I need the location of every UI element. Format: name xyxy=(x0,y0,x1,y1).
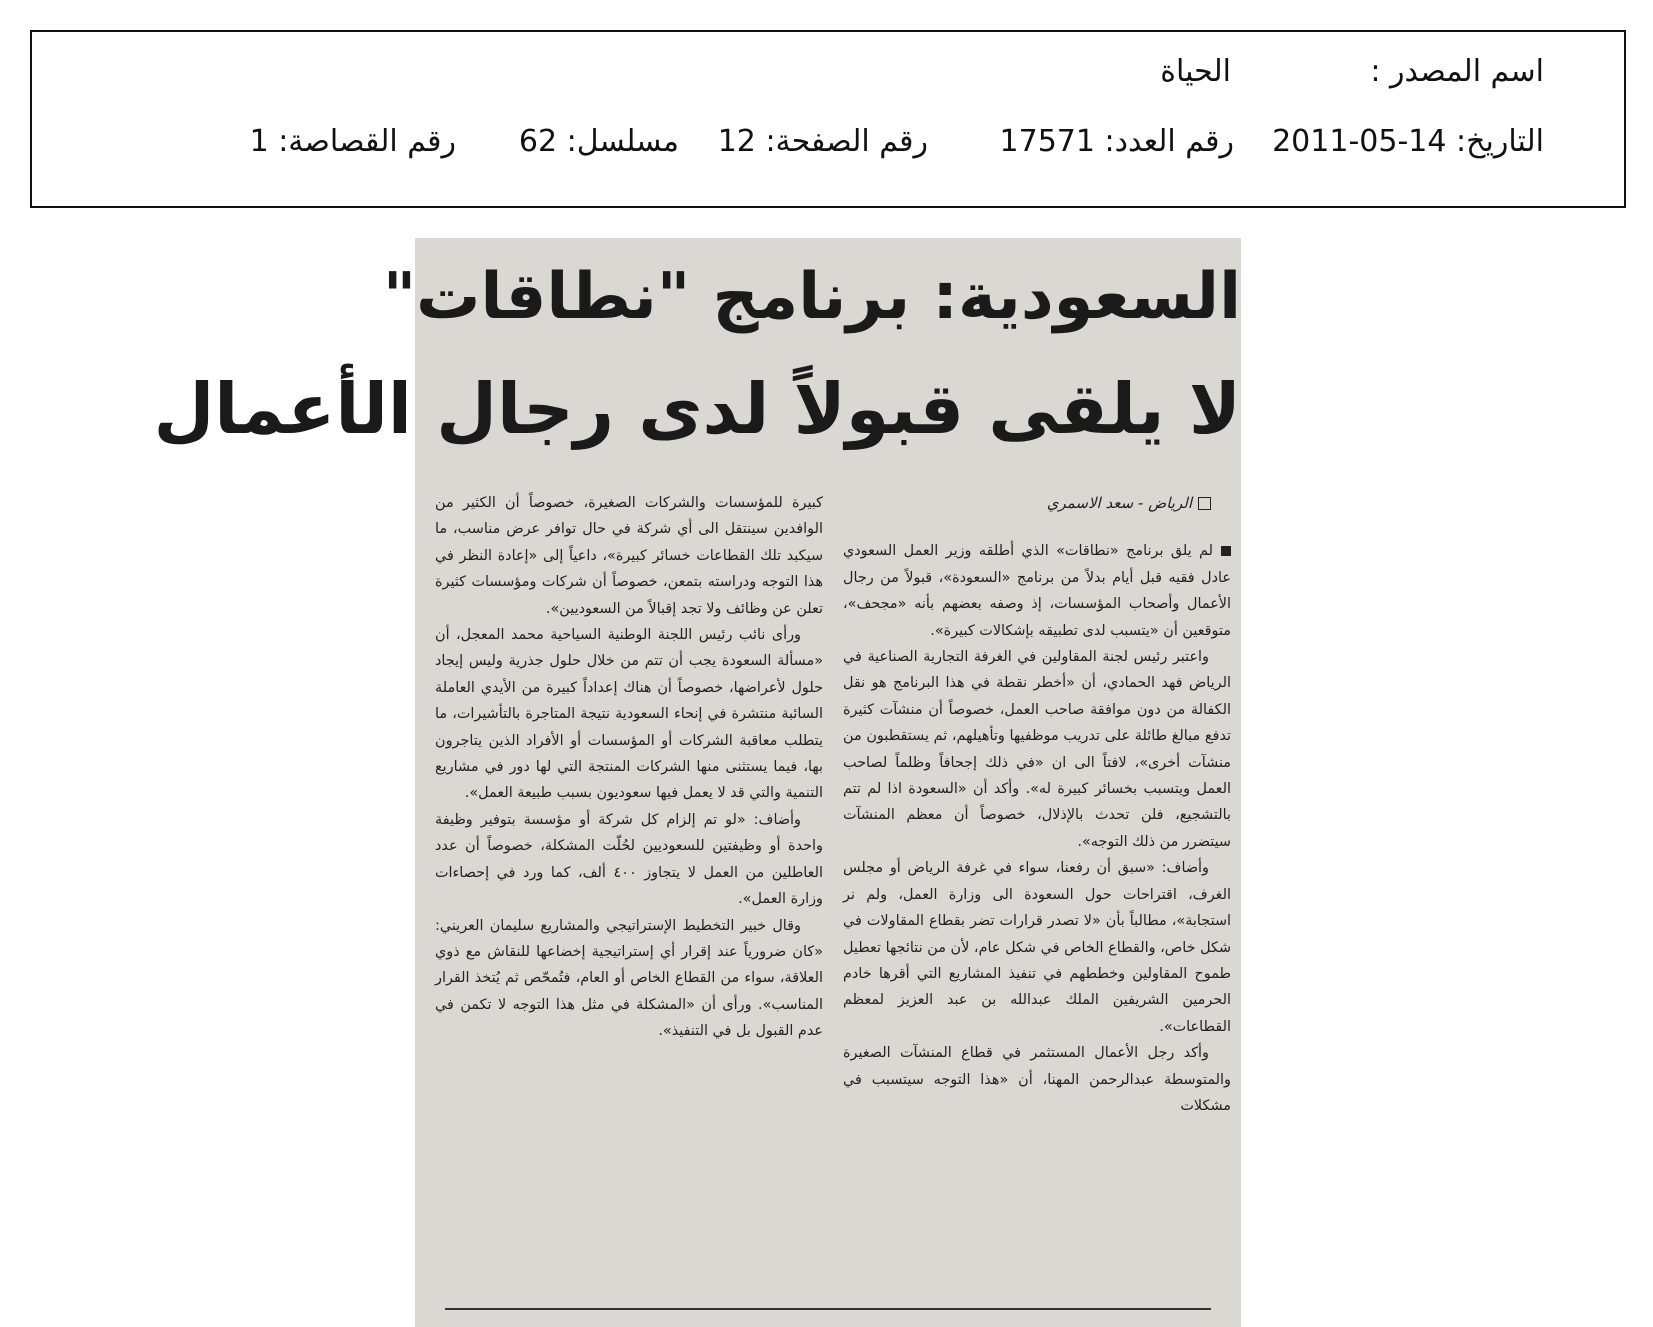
paragraph: وأضاف: «سبق أن رفعنا، سواء في غرفة الرياض أو مجلس الغرف، اقتراحات حول السعودة الى وزارة العمل، ولم نر استجابة»، مطالباً بأن «لا تصدر قرارات تضر بقطاع المقاولات في شكل خاص، والقطاع الخاص في شكل عام، لأن من نتائجها تعطيل طموح المقاولين وخططهم في تنفيذ المشاريع التي أقرها خادم الحرمين الشريفين الملك عبدالله بن عبد العزيز لمعظم القطاعات». xyxy=(843,860,1231,1035)
paragraph-text: لم يلق برنامج «نطاقات» الذي أطلقه وزير العمل السعودي عادل فقيه قبل أيام بدلاً من برنامج «السعودة»، قبولاً من رجال الأعمال وأصحاب المؤسسات، إذ وصفه بعضهم بأنه «مجحف»، متوقعين أن «يتسبب لدى تطبيقه بإشكالات كبيرة». xyxy=(843,543,1231,639)
paragraph: وقال خبير التخطيط الإستراتيجي والمشاريع سليمان العريني: «كان ضرورياً عند إقرار أي إستراتيجية إخضاعها للنقاش مع ذوي العلاقة، سواء من القطاع الخاص أو العام، فتُمحّص ثم يُتخذ القرار المناسب». ورأى أن «المشكلة في مثل هذا التوجه لا تكمن في عدم القبول بل في التنفيذ». xyxy=(435,917,823,1040)
article-column-right xyxy=(843,490,1231,1119)
paragraph: وأضاف: «لو تم إلزام كل شركة أو مؤسسة بتوفير وظيفة واحدة أو وظيفتين للسعوديين لحُلّت المشكلة، خصوصاً أن عدد العاطلين من العمل لا يتجاوز ٤٠٠ ألف، كما ورد في إحصاءات وزارة العمل». xyxy=(435,811,823,908)
article-column-left xyxy=(435,490,823,1045)
headline-line-2: لا يلقى قبولاً لدى رجال الأعمال xyxy=(153,368,1241,450)
page-number-field: رقم الصفحة: 12 xyxy=(717,124,928,159)
bottom-divider xyxy=(445,1308,1211,1310)
serial-field: مسلسل: 62 xyxy=(518,124,679,159)
newspaper-clipping xyxy=(153,238,1241,1327)
clip-number-field: رقم القصاصة: 1 xyxy=(249,124,456,159)
headline-line-1: السعودية: برنامج "نطاقات" xyxy=(382,260,1241,334)
source-label: اسم المصدر : xyxy=(1370,54,1544,89)
byline-text: الرياض - سعد الاسمري xyxy=(1046,494,1192,512)
paragraph: ورأى نائب رئيس اللجنة الوطنية السياحية محمد المعجل، أن «مسألة السعودة يجب أن تتم من خلال حلول جذرية وليس إيجاد حلول لأعراضها، خصوصاً أن هناك إعداداً كبيرة من الأيدي العاملة السائبة منتشرة في إنحاء السعودية نتيجة المتاجرة بالتأشيرات، ما يتطلب معاقبة الشركات أو المؤسسات أو الأفراد الذين يتاجرون بها، فيما يستثنى منها الشركات المنتجة التي لها دور في مشاريع التنمية والتي قد لا يعمل فيها سعوديون بسبب طبيعة العمل». xyxy=(435,627,823,802)
issue-number-field: رقم العدد: 17571 xyxy=(999,124,1234,159)
paragraph: وأكد رجل الأعمال المستثمر في قطاع المنشآت الصغيرة والمتوسطة عبدالرحمن المهنا، أن «هذا التوجه سيتسبب في مشكلات xyxy=(843,1045,1231,1114)
source-value: الحياة xyxy=(1160,54,1231,89)
byline xyxy=(843,490,1231,516)
paragraph: واعتبر رئيس لجنة المقاولين في الغرفة التجارية الصناعية في الرياض فهد الحمادي، أن «أخطر نقطة في هذا البرنامج هو نقل الكفالة من دون موافقة صاحب العمل، خصوصاً أن منشآت كثيرة تدفع مبالغ طائلة على تدريب موظفيها وتأهيلهم، ثم يستقطبون من منشآت أخرى»، لافتاً الى ان «في ذلك إجحافاً وظلماً لصاحب العمل ويتسبب بخسائر كبيرة له». وأكد أن «السعودة اذا لم تتم بالتشجيع، فلن تحدث بالإذلال، خصوصاً أن معظم المنشآت سيتضرر من ذلك التوجه». xyxy=(843,649,1231,850)
byline-box-icon xyxy=(1198,497,1211,510)
paragraph xyxy=(843,538,1231,644)
paragraph: كبيرة للمؤسسات والشركات الصغيرة، خصوصاً أن الكثير من الوافدين سينتقل الى أي شركة في حال توافر عرض مناسب، ما سيكبد تلك القطاعات خسائر كبيرة»، داعياً إلى «إعادة النظر في هذا التوجه ودراسته بتمعن، خصوصاً أن شركات ومؤسسات كثيرة تعلن عن وظائف ولا تجد إقبالاً من السعوديين». xyxy=(435,495,823,617)
source-info-box xyxy=(30,30,1626,208)
date-field: التاريخ: 14-05-2011 xyxy=(1272,124,1544,159)
square-bullet-icon xyxy=(1221,546,1231,556)
